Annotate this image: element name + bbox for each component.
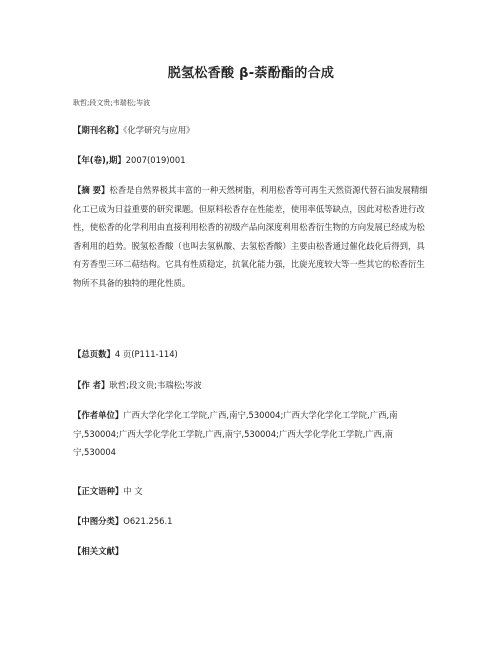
field-abstract bbox=[73, 181, 433, 293]
field-affiliation bbox=[73, 406, 433, 462]
field-authors bbox=[73, 376, 433, 395]
field-journal-value: 《化学研究与应用》 bbox=[123, 125, 195, 135]
field-language bbox=[73, 482, 433, 501]
field-journal bbox=[73, 121, 433, 140]
field-journal-label: 【期刊名称】 bbox=[73, 125, 124, 135]
authors-line: 耿哲;段文贵;韦瑞松;岑波 bbox=[73, 99, 151, 107]
field-related bbox=[73, 542, 433, 561]
field-pages-label: 【总页数】 bbox=[73, 349, 115, 359]
field-authors-label: 【作 者】 bbox=[73, 380, 110, 390]
field-classification bbox=[73, 512, 433, 531]
field-abstract-label: 【摘 要】 bbox=[73, 185, 110, 195]
field-language-label: 【正文语种】 bbox=[73, 486, 124, 496]
field-affiliation-label: 【作者单位】 bbox=[73, 410, 124, 420]
field-authors-value: 耿哲;段文贵;韦瑞松;岑波 bbox=[109, 380, 202, 390]
field-language-value: 中 文 bbox=[123, 486, 143, 496]
field-abstract-value: 松香是自然界极其丰富的一种天然树脂，利用松香等可再生天然资源代替石油发展精细化工已成为日益重要的研究课题。但原料松香存在性能差，使用率低等缺点，因此对松香进行改性，使松香的化学利用由直接利用松香的初级产品向深度利用松香衍生物的方向发展已经成为松香利用的趋势。脱氢松香酸（也叫去氢枞酸、去氢松香酸）主要由松香通过催化歧化后得到，具有芳香型三环二萜结构。它具有性质稳定，抗氧化能力强，比旋光度较大等一些其它的松香衍生物所不具备的独特的理化性质。 bbox=[73, 185, 428, 288]
field-classification-label: 【中图分类】 bbox=[73, 516, 124, 526]
field-year-volume-value: 2007(019)001 bbox=[125, 155, 186, 165]
field-affiliation-value: 广西大学化学化工学院,广西,南宁,530004;广西大学化学化工学院,广西,南宁,530004;广西大学化学化工学院,广西,南宁,530004;广西大学化学化工学院,广西,南宁,530004 bbox=[73, 410, 398, 458]
field-year-volume bbox=[73, 151, 433, 170]
field-pages bbox=[73, 345, 433, 364]
field-classification-value: O621.256.1 bbox=[123, 516, 173, 526]
field-related-label: 【相关文献】 bbox=[73, 546, 124, 556]
field-year-volume-label: 【年(卷),期】 bbox=[73, 155, 126, 165]
document-title: 脱氢松香酸 β-萘酚酯的合成 bbox=[167, 66, 335, 81]
field-pages-value: 4 页(P111-114) bbox=[114, 349, 178, 359]
